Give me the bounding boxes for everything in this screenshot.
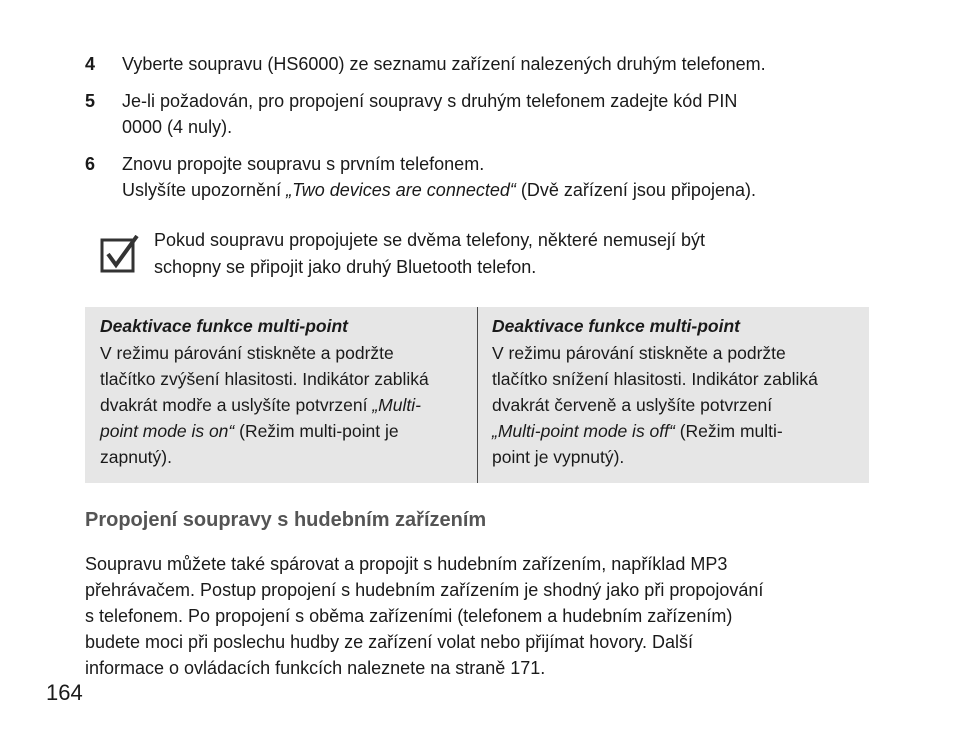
cell-text: zapnutý).	[100, 447, 172, 467]
cell-text	[100, 418, 477, 444]
cell-text: V režimu párování stiskněte a podržte	[100, 343, 394, 363]
column-heading: Deaktivace funkce multi-point	[100, 316, 348, 336]
paragraph-line: přehrávačem. Postup propojení s hudebním zařízením je shodný jako při propojování	[85, 580, 764, 600]
checkbox-check-icon	[100, 235, 140, 275]
cell-text-part: (Režim multi-point je	[234, 421, 399, 441]
step-text-part: (Dvě zařízení jsou připojena).	[515, 180, 756, 200]
cell-text: dvakrát červeně a uslyšíte potvrzení	[492, 395, 773, 415]
step-text: 0000 (4 nuly).	[122, 117, 233, 137]
paragraph-line: s telefonem. Po propojení s oběma zařízeními (telefonem a hudebním zařízením)	[85, 606, 733, 626]
paragraph-line: budete moci při poslechu hudby ze zařízení volat nebo přijímat hovory. Další	[85, 632, 693, 652]
table-column-right	[478, 307, 869, 483]
cell-text: tlačítko snížení hlasitosti. Indikátor zabliká	[492, 369, 818, 389]
table-column-left	[85, 307, 478, 483]
step-text: Je-li požadován, pro propojení soupravy s druhým telefonem zadejte kód PIN	[122, 91, 738, 111]
note-text: schopny se připojit jako druhý Bluetooth telefon.	[154, 257, 537, 277]
cell-text-part: (Režim multi-	[674, 421, 783, 441]
cell-text	[100, 392, 477, 418]
step-number: 5	[85, 91, 96, 111]
announcement-text: „Multi-	[372, 395, 421, 415]
cell-text	[492, 418, 869, 444]
announcement-text: „Two devices are connected“	[286, 180, 516, 200]
step-text	[122, 177, 875, 203]
announcement-text: point mode is on“	[100, 421, 235, 441]
step-text: Znovu propojte soupravu s prvním telefonem.	[122, 154, 485, 174]
announcement-text: „Multi-point mode is off“	[492, 421, 675, 441]
paragraph-line: Soupravu můžete také spárovat a propojit s hudebním zařízením, například MP3	[85, 554, 728, 574]
paragraph-line: informace o ovládacích funkcích naleznete na straně 171.	[85, 658, 546, 678]
step-number: 6	[85, 154, 96, 174]
section-heading: Propojení soupravy s hudebním zařízením	[85, 509, 487, 531]
step-text-part: Uslyšíte upozornění	[122, 180, 287, 200]
info-table	[85, 307, 869, 483]
section-paragraph	[85, 551, 885, 681]
cell-text: tlačítko zvýšení hlasitosti. Indikátor zabliká	[100, 369, 429, 389]
step-6	[85, 151, 875, 203]
step-text: Vyberte soupravu (HS6000) ze seznamu zařízení nalezených druhým telefonem.	[122, 54, 766, 74]
column-heading: Deaktivace funkce multi-point	[492, 316, 740, 336]
cell-text-part: dvakrát modře a uslyšíte potvrzení	[100, 395, 373, 415]
step-number: 4	[85, 54, 96, 74]
step-4	[85, 51, 875, 77]
step-5	[85, 88, 875, 140]
cell-text: point je vypnutý).	[492, 447, 625, 467]
note-text: Pokud soupravu propojujete se dvěma telefony, některé nemusejí být	[154, 230, 705, 250]
cell-text: V režimu párování stiskněte a podržte	[492, 343, 786, 363]
page-number: 164	[46, 680, 83, 705]
